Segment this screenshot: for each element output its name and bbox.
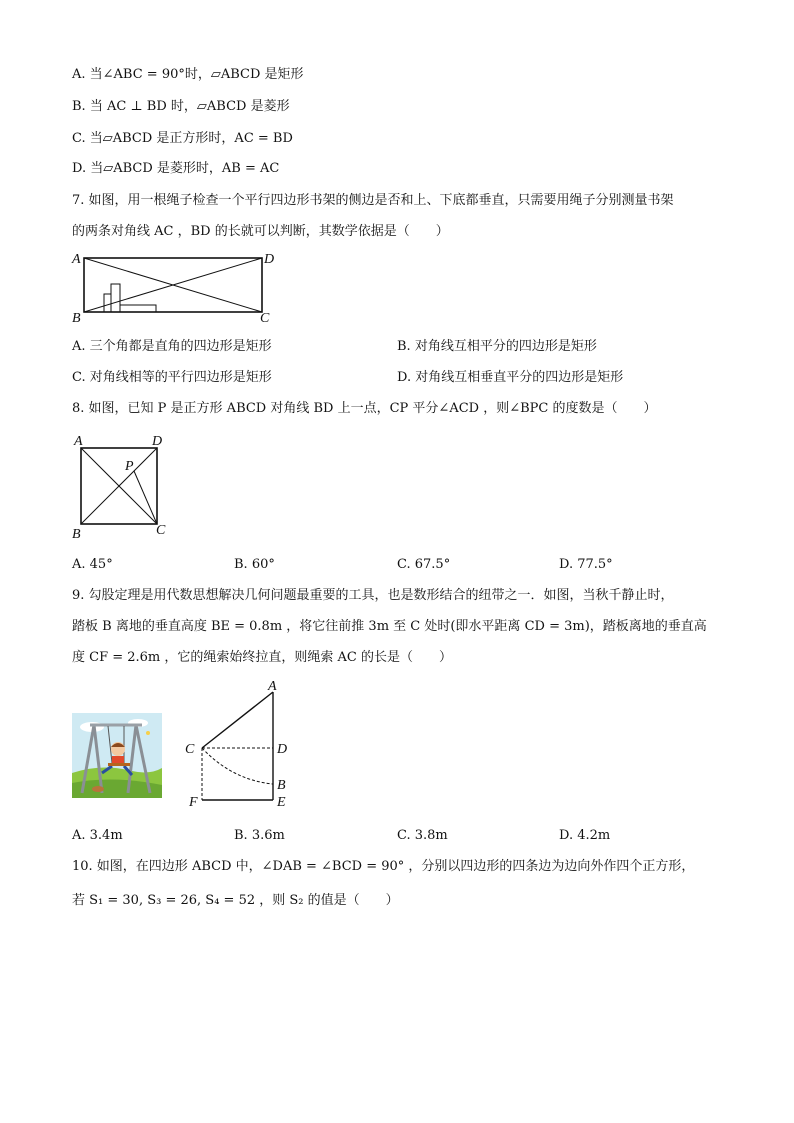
q8-label-c: C bbox=[156, 523, 166, 538]
q7-option-d: D. 对角线互相垂直平分的四边形是矩形 bbox=[397, 370, 624, 385]
q8-option-c: C. 67.5° bbox=[397, 557, 451, 572]
q9-label-f: F bbox=[189, 795, 198, 810]
q8-label-p: P bbox=[125, 459, 134, 474]
q6-option-c: C. 当▱ABCD 是正方形时，AC = BD bbox=[72, 131, 293, 146]
q7-option-a: A. 三个角都是直角的四边形是矩形 bbox=[72, 339, 272, 354]
q8-square-figure bbox=[70, 430, 180, 542]
q7-book-3 bbox=[120, 305, 156, 312]
q6-option-d: D. 当▱ABCD 是菱形时，AB = AC bbox=[72, 161, 280, 176]
q9-label-b: B bbox=[277, 778, 286, 793]
q9-label-d: D bbox=[277, 742, 288, 757]
q9-option-b: B. 3.6m bbox=[234, 828, 285, 843]
q8-segment-cp bbox=[134, 471, 157, 524]
q7-book-1 bbox=[104, 294, 111, 312]
q9-stem-line2: 踏板 B 离地的垂直高度 BE = 0.8m ，将它往前推 3m 至 C 处时(即水平距离 CD = 3m)，踏板离地的垂直高 bbox=[72, 619, 707, 634]
q7-book-2 bbox=[111, 284, 120, 312]
q10-stem-line2: 若 S₁ = 30, S₃ = 26, S₄ = 52 ，则 S₂ 的值是（ ） bbox=[72, 893, 399, 908]
q7-label-c: C bbox=[260, 311, 270, 326]
q8-label-b: B bbox=[72, 527, 81, 542]
q9-label-a: A bbox=[268, 680, 277, 694]
q8-label-a: A bbox=[74, 434, 83, 449]
q9-label-e: E bbox=[277, 795, 286, 810]
q9-option-d: D. 4.2m bbox=[559, 828, 611, 843]
q9-arc bbox=[202, 748, 273, 784]
q9-option-a: A. 3.4m bbox=[72, 828, 123, 843]
q8-stem: 8. 如图，已知 P 是正方形 ABCD 对角线 BD 上一点，CP 平分∠ACD ，则∠BPC 的度数是（ ） bbox=[72, 401, 657, 416]
q8-option-a: A. 45° bbox=[72, 557, 113, 572]
q7-label-a: A bbox=[72, 252, 81, 267]
q9-stem-line3: 度 CF = 2.6m ，它的绳索始终拉直，则绳索 AC 的长是（ ） bbox=[72, 650, 452, 665]
q8-label-d: D bbox=[152, 434, 163, 449]
q8-option-d: D. 77.5° bbox=[559, 557, 613, 572]
q7-option-c: C. 对角线相等的平行四边形是矩形 bbox=[72, 370, 272, 385]
q7-bookshelf-figure bbox=[66, 248, 286, 328]
q7-stem-line1: 7. 如图，用一根绳子检查一个平行四边形书架的侧边是否和上、下底都垂直，只需要用绳子分别测量书架 bbox=[72, 193, 674, 208]
q9-stem-line1: 9. 勾股定理是用代数思想解决几何问题最重要的工具，也是数形结合的纽带之一．如图，当秋千静止时， bbox=[72, 588, 674, 603]
q6-option-b: B. 当 AC ⊥ BD 时，▱ABCD 是菱形 bbox=[72, 99, 290, 114]
q6-option-a: A. 当∠ABC = 90°时，▱ABCD 是矩形 bbox=[72, 67, 304, 82]
q7-label-d: D bbox=[264, 252, 275, 267]
q9-label-c: C bbox=[185, 742, 195, 757]
swing-child-illustration bbox=[72, 713, 162, 798]
q8-option-b: B. 60° bbox=[234, 557, 275, 572]
q7-stem-line2: 的两条对角线 AC ，BD 的长就可以判断，其数学依据是（ ） bbox=[72, 224, 449, 239]
q7-option-b: B. 对角线互相平分的四边形是矩形 bbox=[397, 339, 597, 354]
q10-stem-line1: 10. 如图，在四边形 ABCD 中，∠DAB = ∠BCD = 90° ，分别以四边形的四条边为边向外作四个正方形， bbox=[72, 859, 695, 874]
q7-label-b: B bbox=[72, 311, 81, 326]
q9-rope-ac bbox=[202, 692, 273, 748]
q9-swing-figure bbox=[182, 680, 300, 810]
q9-option-c: C. 3.8m bbox=[397, 828, 448, 843]
